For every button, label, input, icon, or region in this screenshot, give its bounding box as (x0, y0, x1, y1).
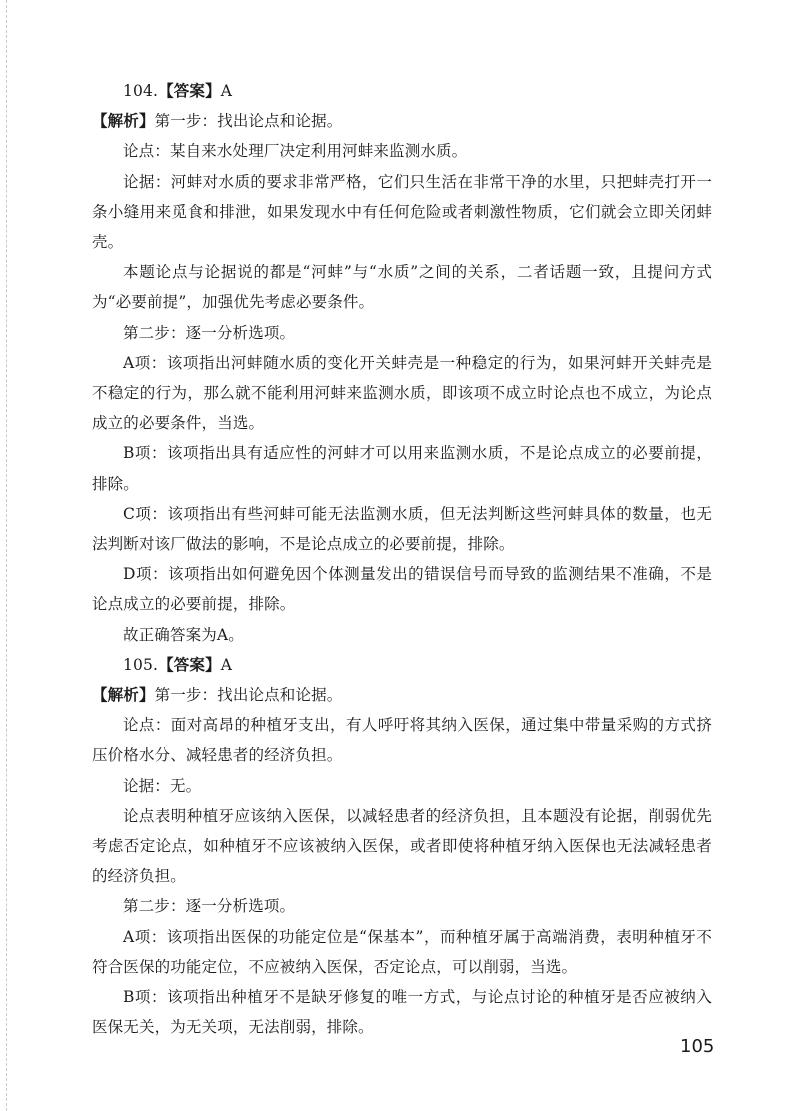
q105-option-a: A项：该项指出医保的功能定位是“保基本”，而种植牙属于高端消费，表明种植牙不符合医保的功能定位，不应被纳入医保，否定论点，可以削弱，当选。 (92, 927, 712, 976)
q105-evidence: 论据：无。 (123, 776, 202, 795)
q105-answer-label: 【答案】 (158, 654, 221, 674)
q104-step2: 第二步：逐一分析选项。 (123, 323, 296, 342)
q105-option-b: B项：该项指出种植牙不是缺牙修复的唯一方式，与论点讨论的种植牙是否应被纳入医保无关，为无关项，无法削弱，排除。 (92, 988, 712, 1037)
q104-answer-label: 【答案】 (158, 81, 221, 100)
q104-answer: A (220, 82, 233, 100)
q104-conclusion: 故正确答案为A。 (123, 625, 244, 644)
page-content (92, 76, 712, 1043)
q105-answer-line (92, 650, 712, 680)
scan-edge (6, 0, 8, 1111)
q105-step2: 第二步：逐一分析选项。 (123, 897, 296, 916)
q105-analysis-label: 【解析】 (92, 685, 155, 705)
q104-step1: 第一步：找出论点和论据。 (154, 112, 343, 131)
q105-number: 105. (123, 655, 159, 674)
q104-answer-line (92, 76, 712, 106)
page-number: 105 (680, 1036, 715, 1057)
q105-reasoning: 论点表明种植牙应该纳入医保，以减轻患者的经济负担，且本题没有论据，削弱优先考虑否定论点，如种植牙不应该被纳入医保，或者即使将种植牙纳入医保也无法减轻患者的经济负担。 (92, 806, 712, 886)
q104-option-d: D项：该项指出如何避免因个体测量发出的错误信号而导致的监测结果不准确，不是论点成立的必要前提，排除。 (92, 565, 712, 614)
q105-step1: 第一步：找出论点和论据。 (154, 686, 343, 705)
q104-option-c: C项：该项指出有些河蚌可能无法监测水质，但无法判断这些河蚌具体的数量，也无法判断对该厂做法的影响，不是论点成立的必要前提，排除。 (92, 504, 712, 554)
q105-thesis: 论点：面对高昂的种植牙支出，有人呼吁将其纳入医保，通过集中带量采购的方式挤压价格水分、减轻患者的经济负担。 (92, 716, 712, 765)
q104-option-a: A项：该项指出河蚌随水质的变化开关蚌壳是一种稳定的行为，如果河蚌开关蚌壳是不稳定的行为，那么就不能利用河蚌来监测水质，即该项不成立时论点也不成立，为论点成立的必要条件，当选。 (92, 353, 712, 433)
q104-option-b: B项：该项指出具有适应性的河蚌才可以用来监测水质，不是论点成立的必要前提，排除。 (92, 444, 712, 493)
q104-analysis-label: 【解析】 (92, 111, 155, 131)
q105-analysis-line (92, 680, 712, 710)
q104-thesis: 论点：某自来水处理厂决定利用河蚌来监测水质。 (123, 142, 468, 161)
q104-analysis-line (92, 106, 712, 136)
q104-reasoning: 本题论点与论据说的都是“河蚌”与“水质”之间的关系，二者话题一致，且提问方式为“必要前提”，加强优先考虑必要条件。 (92, 263, 712, 312)
q105-answer: A (220, 655, 233, 674)
q104-number: 104. (123, 82, 159, 100)
q104-evidence: 论据：河蚌对水质的要求非常严格，它们只生活在非常干净的水里，只把蚌壳打开一条小缝用来觅食和排泄，如果发现水中有任何危险或者刺激性物质，它们就会立即关闭蚌壳。 (92, 172, 712, 252)
